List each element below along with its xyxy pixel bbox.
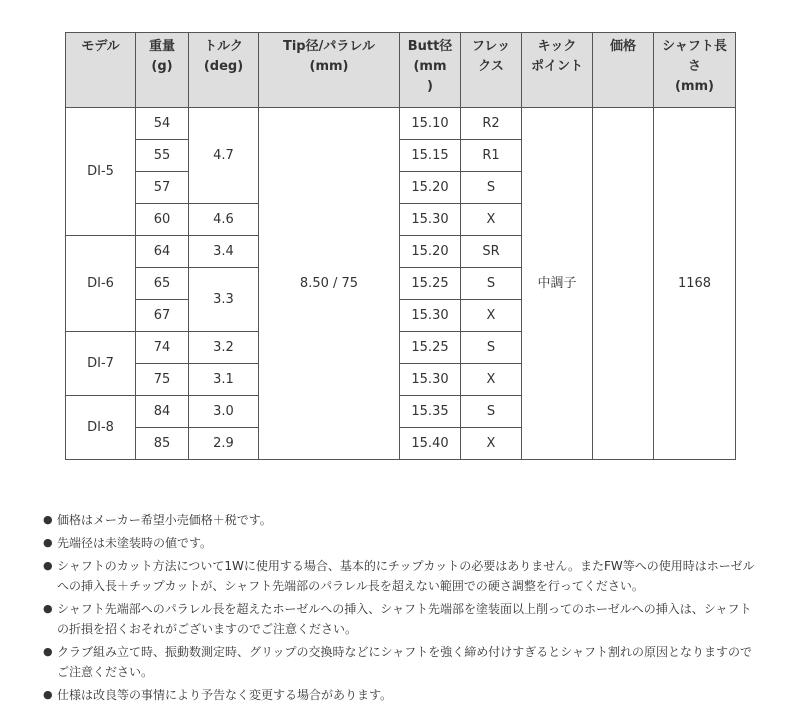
note-item bbox=[42, 510, 762, 530]
note-item bbox=[42, 533, 762, 553]
header-torque: トルク (deg) bbox=[189, 33, 259, 108]
shaft-spec-table bbox=[65, 32, 736, 460]
weight-cell: 74 bbox=[136, 332, 189, 364]
note-text: シャフトのカット方法について1Wに使用する場合、基本的にチップカットの必要はありません。またFW等への使用時はホーゼルへの挿入長＋チップカットが、シャフト先端部のパラレル長を超えない範囲での硬さ調整を行ってください。 bbox=[57, 559, 755, 593]
flex-cell: S bbox=[461, 172, 522, 204]
header-price: 価格 bbox=[593, 33, 654, 108]
bullet-icon: ● bbox=[43, 536, 53, 549]
flex-cell: R1 bbox=[461, 140, 522, 172]
flex-cell: X bbox=[461, 428, 522, 460]
weight-cell: 65 bbox=[136, 268, 189, 300]
torque-cell: 2.9 bbox=[189, 428, 259, 460]
model-cell: DI-5 bbox=[66, 108, 136, 236]
weight-cell: 67 bbox=[136, 300, 189, 332]
price-cell bbox=[593, 108, 654, 460]
butt-diameter-cell: 15.30 bbox=[400, 364, 461, 396]
butt-diameter-cell: 15.25 bbox=[400, 332, 461, 364]
header-weight: 重量 (g) bbox=[136, 33, 189, 108]
flex-cell: S bbox=[461, 396, 522, 428]
weight-cell: 85 bbox=[136, 428, 189, 460]
note-text: シャフト先端部へのパラレル長を超えたホーゼルへの挿入、シャフト先端部を塗装面以上削ってのホーゼルへの挿入は、シャフトの折損を招くおそれがございますのでご注意ください。 bbox=[57, 602, 752, 636]
note-item bbox=[42, 685, 762, 705]
weight-cell: 60 bbox=[136, 204, 189, 236]
butt-diameter-cell: 15.40 bbox=[400, 428, 461, 460]
bullet-icon: ● bbox=[43, 645, 53, 658]
torque-cell: 4.6 bbox=[189, 204, 259, 236]
model-cell: DI-6 bbox=[66, 236, 136, 332]
flex-cell: X bbox=[461, 204, 522, 236]
butt-diameter-cell: 15.10 bbox=[400, 108, 461, 140]
torque-cell: 4.7 bbox=[189, 108, 259, 204]
bullet-icon: ● bbox=[43, 602, 53, 615]
header-flex: フレッ クス bbox=[461, 33, 522, 108]
butt-diameter-cell: 15.30 bbox=[400, 300, 461, 332]
note-text: クラブ組み立て時、振動数測定時、グリップの交換時などにシャフトを強く締め付けすぎるとシャフト割れの原因となりますのでご注意ください。 bbox=[57, 645, 753, 679]
flex-cell: X bbox=[461, 300, 522, 332]
kick-point-cell: 中調子 bbox=[522, 108, 593, 460]
shaft-length-cell: 1168 bbox=[654, 108, 736, 460]
weight-cell: 64 bbox=[136, 236, 189, 268]
weight-cell: 55 bbox=[136, 140, 189, 172]
bullet-icon: ● bbox=[43, 688, 53, 701]
flex-cell: R2 bbox=[461, 108, 522, 140]
header-tip-diameter: Tip径/パラレル (mm) bbox=[259, 33, 400, 108]
flex-cell: S bbox=[461, 332, 522, 364]
header-shaft-length: シャフト長 さ (mm) bbox=[654, 33, 736, 108]
weight-cell: 54 bbox=[136, 108, 189, 140]
note-text: 価格はメーカー希望小売価格＋税です。 bbox=[57, 513, 272, 527]
bullet-icon: ● bbox=[43, 559, 53, 572]
butt-diameter-cell: 15.35 bbox=[400, 396, 461, 428]
model-cell: DI-7 bbox=[66, 332, 136, 396]
note-item bbox=[42, 599, 762, 639]
note-text: 先端径は未塗装時の値です。 bbox=[57, 536, 213, 550]
torque-cell: 3.4 bbox=[189, 236, 259, 268]
note-text: 仕様は改良等の事情により予告なく変更する場合があります。 bbox=[57, 688, 393, 702]
tip-diameter-cell: 8.50 / 75 bbox=[259, 108, 400, 460]
weight-cell: 57 bbox=[136, 172, 189, 204]
flex-cell: S bbox=[461, 268, 522, 300]
torque-cell: 3.2 bbox=[189, 332, 259, 364]
flex-cell: SR bbox=[461, 236, 522, 268]
header-model: モデル bbox=[66, 33, 136, 108]
note-item bbox=[42, 642, 762, 682]
note-item bbox=[42, 556, 762, 596]
butt-diameter-cell: 15.20 bbox=[400, 172, 461, 204]
flex-cell: X bbox=[461, 364, 522, 396]
weight-cell: 84 bbox=[136, 396, 189, 428]
butt-diameter-cell: 15.20 bbox=[400, 236, 461, 268]
bullet-icon: ● bbox=[43, 513, 53, 526]
weight-cell: 75 bbox=[136, 364, 189, 396]
butt-diameter-cell: 15.15 bbox=[400, 140, 461, 172]
torque-cell: 3.3 bbox=[189, 268, 259, 332]
notes-list bbox=[42, 510, 762, 708]
table-row bbox=[66, 108, 736, 140]
header-butt-diameter: Butt径 (mm ) bbox=[400, 33, 461, 108]
butt-diameter-cell: 15.30 bbox=[400, 204, 461, 236]
butt-diameter-cell: 15.25 bbox=[400, 268, 461, 300]
torque-cell: 3.0 bbox=[189, 396, 259, 428]
header-kick-point: キック ポイント bbox=[522, 33, 593, 108]
header-row bbox=[66, 33, 736, 108]
model-cell: DI-8 bbox=[66, 396, 136, 460]
torque-cell: 3.1 bbox=[189, 364, 259, 396]
